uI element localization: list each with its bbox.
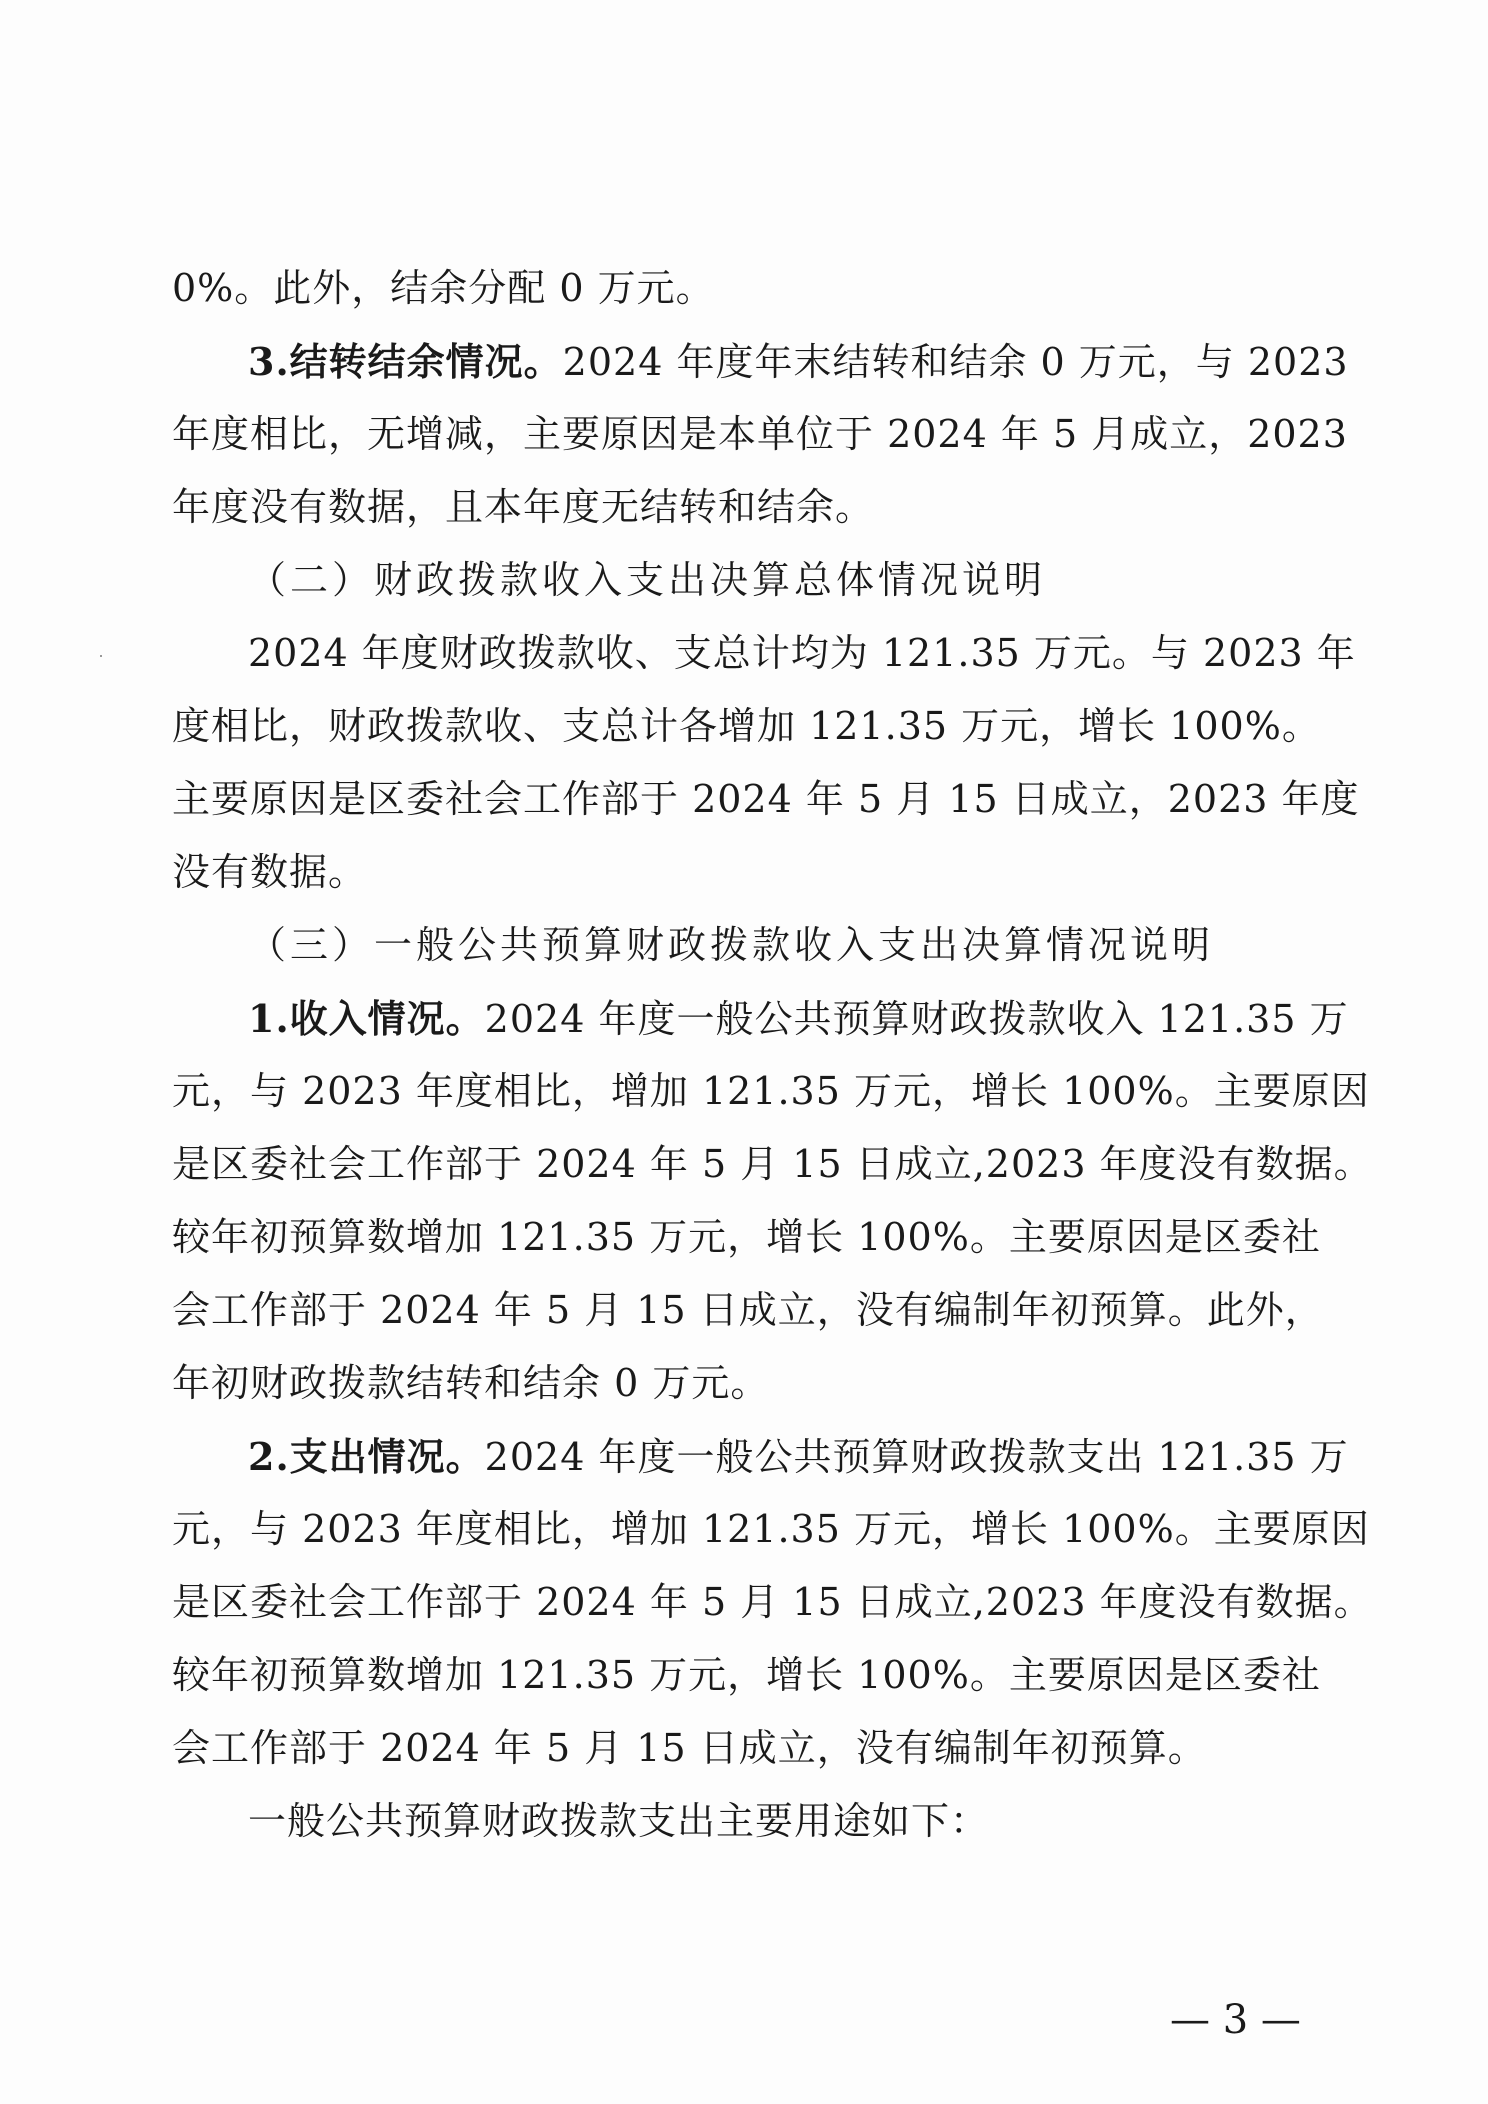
paragraph-line xyxy=(172,1712,1302,1785)
section-heading xyxy=(172,544,1302,617)
line-text: 一般公共预算财政拨款支出主要用途如下： xyxy=(248,1799,990,1843)
page-number: — 3 — xyxy=(1170,1997,1301,2043)
paragraph-line xyxy=(172,1493,1370,1566)
paragraph-line xyxy=(172,763,1360,836)
paragraph-line xyxy=(172,690,1321,763)
paragraph-line xyxy=(172,1639,1321,1712)
subsection-lead: 2.支出情况。 xyxy=(248,1434,485,1479)
paragraph-line xyxy=(172,252,1302,325)
line-text: 2024 年度一般公共预算财政拨款收入 121.35 万 xyxy=(484,997,1349,1041)
paragraph-line xyxy=(172,836,1302,909)
line-text: 元，与 2023 年度相比，增加 121.35 万元，增长 100%。主要原因 xyxy=(172,1069,1370,1113)
paragraph-line xyxy=(172,1274,1324,1347)
line-text: 较年初预算数增加 121.35 万元，增长 100%。主要原因是区委社 xyxy=(172,1215,1321,1259)
section-heading-carryover xyxy=(172,325,1349,398)
line-text: 度相比，财政拨款收、支总计各增加 121.35 万元，增长 100%。 xyxy=(172,704,1321,748)
heading-text: （三）一般公共预算财政拨款收入支出决算情况说明 xyxy=(248,923,1215,967)
line-text: 0%。此外，结余分配 0 万元。 xyxy=(172,266,715,310)
paragraph-line xyxy=(172,1785,1302,1858)
scan-speck xyxy=(100,655,102,657)
line-text: 2024 年度一般公共预算财政拨款支出 121.35 万 xyxy=(484,1435,1349,1479)
section-heading xyxy=(172,909,1302,982)
line-text: 较年初预算数增加 121.35 万元，增长 100%。主要原因是区委社 xyxy=(172,1653,1321,1697)
line-text: 主要原因是区委社会工作部于 2024 年 5 月 15 日成立，2023 年度 xyxy=(172,777,1360,821)
line-text: 是区委社会工作部于 2024 年 5 月 15 日成立,2023 年度没有数据。 xyxy=(172,1580,1373,1624)
paragraph-line xyxy=(172,1420,1349,1493)
line-text: 年初财政拨款结转和结余 0 万元。 xyxy=(172,1361,770,1405)
line-text: 2024 年度年末结转和结余 0 万元，与 2023 xyxy=(562,340,1349,384)
line-text: 2024 年度财政拨款收、支总计均为 121.35 万元。与 2023 年 xyxy=(248,631,1356,675)
line-text: 没有数据。 xyxy=(172,850,368,894)
line-text: 会工作部于 2024 年 5 月 15 日成立，没有编制年初预算。此外， xyxy=(172,1288,1324,1332)
heading-text: （二）财政拨款收入支出决算总体情况说明 xyxy=(248,558,1047,602)
line-text: 年度相比，无增减，主要原因是本单位于 2024 年 5 月成立，2023 xyxy=(172,412,1348,456)
body-text xyxy=(172,252,1373,1858)
line-text: 元，与 2023 年度相比，增加 121.35 万元，增长 100%。主要原因 xyxy=(172,1507,1370,1551)
paragraph-line xyxy=(172,1055,1370,1128)
paragraph-line xyxy=(172,982,1349,1055)
line-text: 是区委社会工作部于 2024 年 5 月 15 日成立,2023 年度没有数据。 xyxy=(172,1142,1373,1186)
paragraph-line xyxy=(172,1566,1373,1639)
paragraph-line xyxy=(172,617,1356,690)
subsection-lead: 3.结转结余情况。 xyxy=(248,339,563,384)
paragraph-line xyxy=(172,1201,1321,1274)
paragraph-line xyxy=(172,1347,1302,1420)
paragraph-line xyxy=(172,1128,1373,1201)
line-text: 会工作部于 2024 年 5 月 15 日成立，没有编制年初预算。 xyxy=(172,1726,1207,1770)
paragraph-line xyxy=(172,398,1348,471)
line-text: 年度没有数据，且本年度无结转和结余。 xyxy=(172,485,875,529)
paragraph-line xyxy=(172,471,1302,544)
subsection-lead: 1.收入情况。 xyxy=(248,996,485,1041)
